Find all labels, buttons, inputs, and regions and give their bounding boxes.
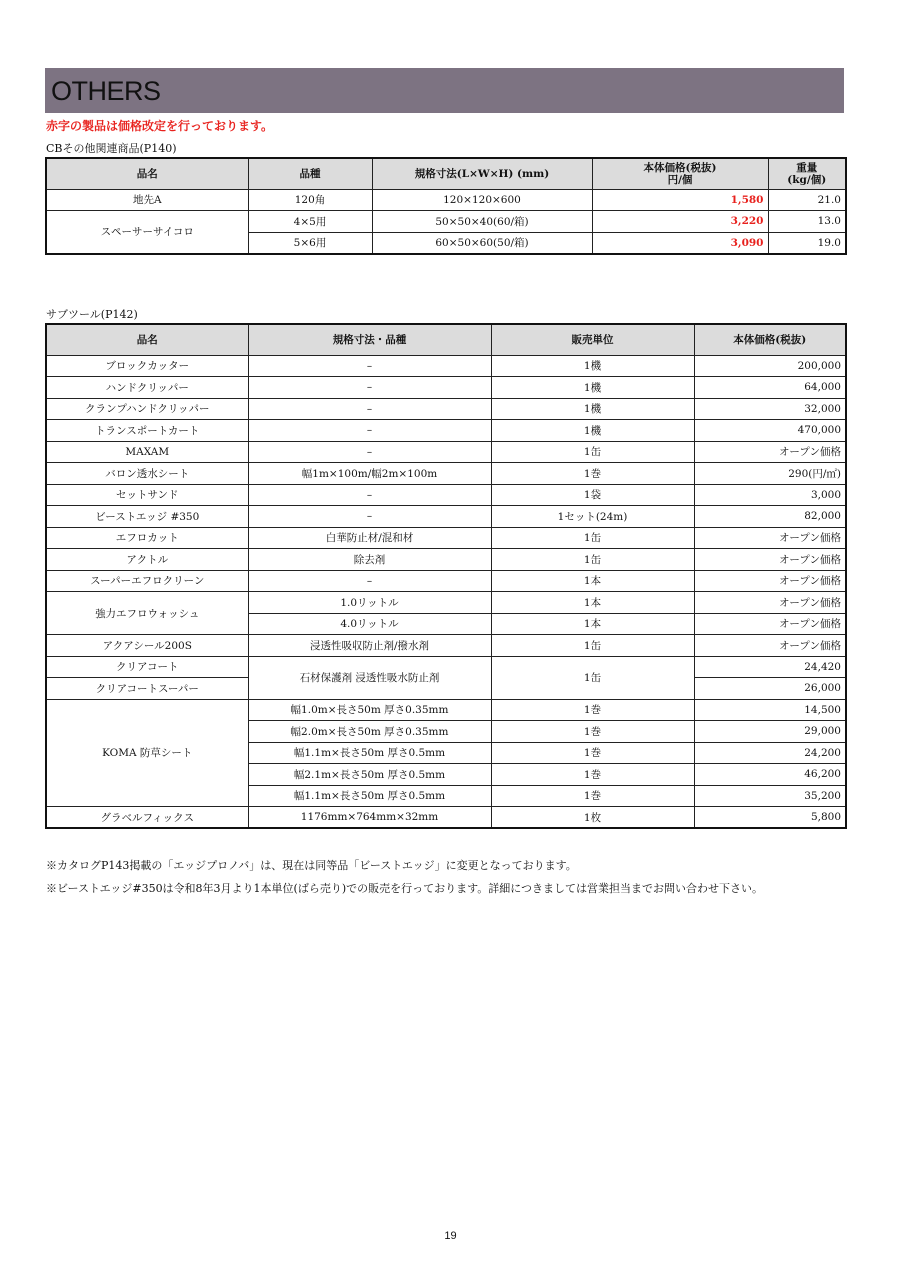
- cell-spec: 1.0リットル: [248, 592, 491, 614]
- cell-size: 120×120×600: [372, 189, 592, 211]
- cell-name: エフロカット: [46, 527, 248, 549]
- cell-price: オープン価格: [694, 613, 846, 635]
- cell-unit: 1本: [491, 570, 694, 592]
- cell-kind: 5×6用: [248, 232, 372, 254]
- col-header-weight-line2: (kg/個): [787, 173, 827, 186]
- cell-name: 強力エフロウォッシュ: [46, 592, 248, 635]
- cell-price: 470,000: [694, 420, 846, 442]
- cell-spec: 幅2.1m×長さ50m 厚さ0.5mm: [248, 764, 491, 786]
- table-row: [46, 355, 846, 377]
- cell-unit: 1本: [491, 613, 694, 635]
- cell-price: 24,200: [694, 742, 846, 764]
- cell-weight: 19.0: [768, 232, 846, 254]
- cell-price: 3,220: [592, 211, 768, 233]
- cell-weight: 13.0: [768, 211, 846, 233]
- cell-spec: –: [248, 570, 491, 592]
- cell-price: オープン価格: [694, 527, 846, 549]
- cell-price: 290(円/㎡): [694, 463, 846, 485]
- cell-name: クリアコート: [46, 656, 248, 678]
- page-number: 19: [444, 1230, 457, 1242]
- cell-spec: 白華防止材/混和材: [248, 527, 491, 549]
- cell-price: オープン価格: [694, 592, 846, 614]
- table-header-row: [46, 324, 846, 355]
- subtool-table: [45, 323, 847, 829]
- cell-name: ビーストエッジ #350: [46, 506, 248, 528]
- cell-price: 35,200: [694, 785, 846, 807]
- cell-unit: 1巻: [491, 463, 694, 485]
- cell-price: オープン価格: [694, 441, 846, 463]
- col-header-size: 規格寸法(L×W×H) (mm): [372, 158, 592, 189]
- col-header-weight-line1: 重量: [796, 161, 818, 174]
- cell-name: グラベルフィックス: [46, 807, 248, 829]
- cell-price: 32,000: [694, 398, 846, 420]
- cell-kind: 4×5用: [248, 211, 372, 233]
- cell-spec: 幅1.1m×長さ50m 厚さ0.5mm: [248, 785, 491, 807]
- page-title: OTHERS: [51, 76, 161, 106]
- section1-caption: CBその他関連商品(P140): [46, 142, 177, 155]
- cell-unit: 1巻: [491, 785, 694, 807]
- footnote: ※カタログP143掲載の「エッジプロノバ」は、現在は同等品「ビーストエッジ」に変更となっております。: [46, 859, 577, 872]
- cell-spec: –: [248, 377, 491, 399]
- table-row: [46, 699, 846, 721]
- cell-unit: 1巻: [491, 721, 694, 743]
- footnotes: [46, 854, 763, 900]
- cell-name: KOMA 防草シート: [46, 699, 248, 807]
- col-header-price: [592, 158, 768, 189]
- table-row: [46, 398, 846, 420]
- table-row: [46, 549, 846, 571]
- cell-name: MAXAM: [46, 441, 248, 463]
- cell-price: 3,000: [694, 484, 846, 506]
- cell-spec: 石材保護剤 浸透性吸水防止剤: [248, 656, 491, 699]
- cell-spec: 幅1.1m×長さ50m 厚さ0.5mm: [248, 742, 491, 764]
- table-row: [46, 506, 846, 528]
- cell-unit: 1セット(24m): [491, 506, 694, 528]
- cell-price: 1,580: [592, 189, 768, 211]
- cb-products-table: [45, 157, 847, 255]
- cell-spec: –: [248, 506, 491, 528]
- cell-spec: –: [248, 355, 491, 377]
- table-row: [46, 211, 846, 233]
- table-row: [46, 527, 846, 549]
- cell-unit: 1巻: [491, 764, 694, 786]
- table-row: [46, 463, 846, 485]
- cell-price: 3,090: [592, 232, 768, 254]
- col-header-price: 本体価格(税抜): [694, 324, 846, 355]
- page-title-banner: [45, 68, 844, 113]
- cell-weight: 21.0: [768, 189, 846, 211]
- cell-size: 50×50×40(60/箱): [372, 211, 592, 233]
- cell-price: 46,200: [694, 764, 846, 786]
- cell-unit: 1缶: [491, 656, 694, 699]
- table-row: [46, 635, 846, 657]
- cell-name: 地先A: [46, 189, 248, 211]
- table-row: [46, 570, 846, 592]
- cell-price: 29,000: [694, 721, 846, 743]
- table-row: [46, 656, 846, 678]
- cell-unit: 1缶: [491, 549, 694, 571]
- cell-name: ハンドクリッパー: [46, 377, 248, 399]
- cell-price: 26,000: [694, 678, 846, 700]
- cell-unit: 1本: [491, 592, 694, 614]
- cell-name: スペーサーサイコロ: [46, 211, 248, 254]
- cell-spec: 幅1.0m×長さ50m 厚さ0.35mm: [248, 699, 491, 721]
- col-header-unit: 販売単位: [491, 324, 694, 355]
- cell-unit: 1巻: [491, 742, 694, 764]
- cell-spec: 幅2.0m×長さ50m 厚さ0.35mm: [248, 721, 491, 743]
- cell-unit: 1機: [491, 420, 694, 442]
- cell-spec: –: [248, 420, 491, 442]
- cell-name: クリアコートスーパー: [46, 678, 248, 700]
- footnote: ※ビーストエッジ#350は令和8年3月より1本単位(ばら売り)での販売を行っております。詳細につきましては営業担当までお問い合わせ下さい。: [46, 882, 764, 895]
- table-row: [46, 592, 846, 614]
- price-revision-notice: 赤字の製品は価格改定を行っております。: [46, 119, 274, 133]
- col-header-name: 品名: [46, 324, 248, 355]
- cell-spec: 浸透性吸収防止剤/撥水剤: [248, 635, 491, 657]
- cell-name: バロン透水シート: [46, 463, 248, 485]
- section2-caption: サブツール(P142): [46, 308, 138, 321]
- cell-price: オープン価格: [694, 635, 846, 657]
- col-header-price-line2: 円/個: [667, 173, 693, 186]
- col-header-kind: 品種: [248, 158, 372, 189]
- cell-unit: 1缶: [491, 441, 694, 463]
- col-header-spec: 規格寸法・品種: [248, 324, 491, 355]
- col-header-weight: [768, 158, 846, 189]
- cell-spec: –: [248, 441, 491, 463]
- cell-size: 60×50×60(50/箱): [372, 232, 592, 254]
- cell-price: 200,000: [694, 355, 846, 377]
- table-row: [46, 189, 846, 211]
- cell-unit: 1枚: [491, 807, 694, 829]
- cell-spec: 除去剤: [248, 549, 491, 571]
- table-row: [46, 807, 846, 829]
- cell-name: セットサンド: [46, 484, 248, 506]
- cell-unit: 1缶: [491, 527, 694, 549]
- cell-price: 5,800: [694, 807, 846, 829]
- table-row: [46, 420, 846, 442]
- cell-name: トランスポートカート: [46, 420, 248, 442]
- cell-spec: 幅1m×100m/幅2m×100m: [248, 463, 491, 485]
- cell-price: 82,000: [694, 506, 846, 528]
- cell-price: 14,500: [694, 699, 846, 721]
- cell-name: アクアシール200S: [46, 635, 248, 657]
- cell-unit: 1巻: [491, 699, 694, 721]
- cell-spec: –: [248, 484, 491, 506]
- cell-price: オープン価格: [694, 549, 846, 571]
- cell-unit: 1機: [491, 398, 694, 420]
- cell-spec: –: [248, 398, 491, 420]
- cell-name: アクトル: [46, 549, 248, 571]
- table-row: [46, 441, 846, 463]
- cell-unit: 1袋: [491, 484, 694, 506]
- table-row: [46, 377, 846, 399]
- col-header-name: 品名: [46, 158, 248, 189]
- cell-spec: 1176mm×764mm×32mm: [248, 807, 491, 829]
- cell-name: クランプハンドクリッパー: [46, 398, 248, 420]
- table-header-row: [46, 158, 846, 189]
- cell-name: ブロックカッター: [46, 355, 248, 377]
- table-row: [46, 484, 846, 506]
- cell-price: 64,000: [694, 377, 846, 399]
- cell-price: オープン価格: [694, 570, 846, 592]
- cell-unit: 1缶: [491, 635, 694, 657]
- col-header-price-line1: 本体価格(税抜): [643, 161, 717, 174]
- cell-kind: 120角: [248, 189, 372, 211]
- cell-name: スーパーエフロクリーン: [46, 570, 248, 592]
- cell-price: 24,420: [694, 656, 846, 678]
- cell-unit: 1機: [491, 377, 694, 399]
- cell-spec: 4.0リットル: [248, 613, 491, 635]
- cell-unit: 1機: [491, 355, 694, 377]
